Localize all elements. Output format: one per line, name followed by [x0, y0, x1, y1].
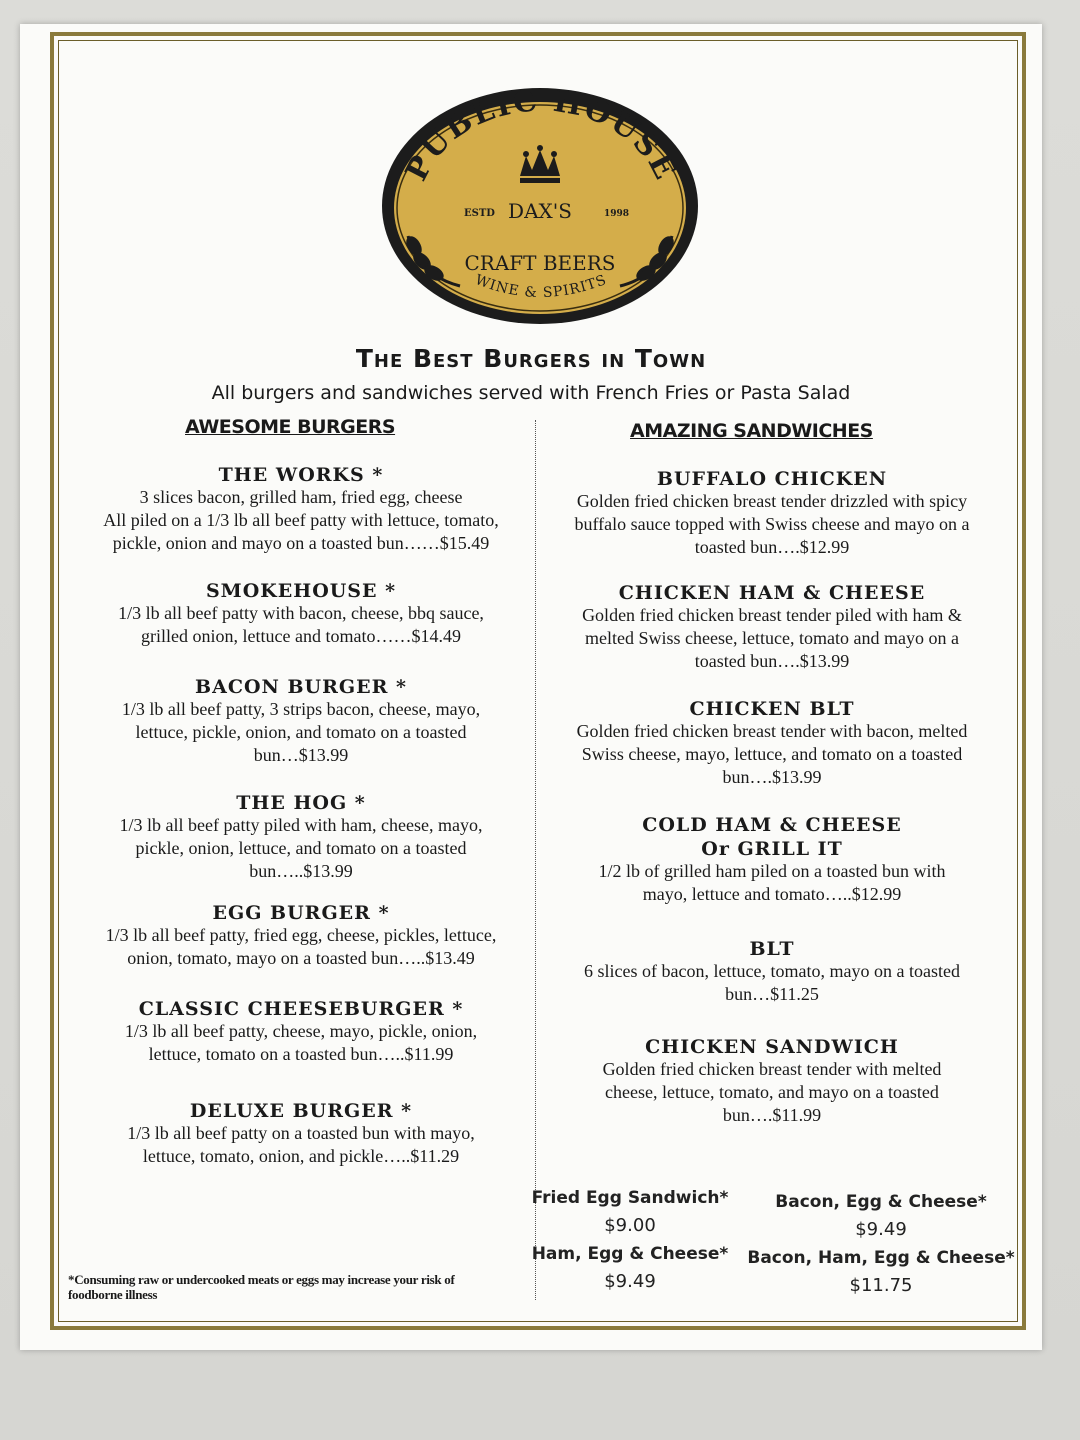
sandwich-name: CHICKEN BLT — [689, 698, 855, 720]
sandwich-desc-line: Golden fried chicken breast tender with melted — [602, 1059, 942, 1079]
logo-year: 1998 — [604, 209, 630, 219]
burger-item — [76, 902, 526, 970]
column-divider — [535, 420, 536, 1300]
sandwich-desc-line: Golden fried chicken breast tender drizzled with spicy — [576, 491, 968, 511]
sandwich-desc-line: Swiss cheese, mayo, lettuce, and tomato on a toasted — [581, 744, 963, 764]
burger-desc-line: All piled on a 1/3 lb all beef patty with lettuce, tomato, — [103, 510, 499, 530]
extra-item — [530, 1240, 730, 1296]
burger-item — [76, 676, 526, 767]
sandwich-desc-line: Golden fried chicken breast tender piled with ham & — [582, 605, 962, 625]
burger-desc-line: pickle, onion and mayo on a toasted bun……$15.49 — [112, 533, 490, 553]
sandwich-item — [548, 582, 996, 673]
burger-item — [76, 792, 526, 883]
burger-item — [76, 580, 526, 648]
sandwich-desc-line: bun….$13.99 — [722, 767, 822, 787]
sandwich-desc-line: cheese, lettuce, tomato, and mayo on a toasted — [605, 1082, 939, 1102]
extra-item — [756, 1188, 1006, 1244]
logo-line2: WINE & SPIRITS — [472, 271, 610, 302]
burger-name: SMOKEHOUSE * — [205, 580, 397, 602]
extra-item — [742, 1244, 1020, 1300]
burger-desc-line: 1/3 lb all beef patty with bacon, cheese, bbq sauce, — [118, 603, 484, 623]
sandwich-name: CHICKEN HAM & CHEESE — [618, 582, 926, 604]
burger-desc-line: onion, tomato, mayo on a toasted bun…..$13.49 — [127, 948, 475, 968]
burger-desc-line: 1/3 lb all beef patty, cheese, mayo, pickle, onion, — [124, 1021, 478, 1041]
sandwich-desc-line: Golden fried chicken breast tender with bacon, melted — [576, 721, 968, 741]
sandwich-desc-line: buffalo sauce topped with Swiss cheese and mayo on a — [574, 514, 970, 534]
burger-desc-line: 3 slices bacon, grilled ham, fried egg, cheese — [139, 487, 463, 507]
sandwich-name: CHICKEN SANDWICH — [645, 1036, 899, 1058]
burger-name: THE HOG * — [236, 792, 366, 814]
sandwich-desc-line: melted Swiss cheese, lettuce, tomato and mayo on a — [585, 628, 959, 648]
sandwich-name-alt: Or GRILL IT — [701, 838, 843, 860]
extra-item-price: $9.49 — [855, 1219, 907, 1240]
burger-desc-line: lettuce, pickle, onion, and tomato on a toasted — [135, 722, 467, 742]
note-line: *Consuming raw or undercooked meats or eggs may increase your risk of — [68, 1272, 455, 1287]
sandwich-item — [548, 468, 996, 559]
sandwich-name: COLD HAM & CHEESE — [642, 814, 902, 836]
extra-item — [530, 1184, 730, 1240]
menu-subline: All burgers and sandwiches served with French Fries or Pasta Salad — [211, 382, 851, 404]
burger-item — [76, 1100, 526, 1168]
burger-desc-line: 1/3 lb all beef patty piled with ham, cheese, mayo, — [119, 815, 483, 835]
burger-desc-line: pickle, onion, lettuce, and tomato on a toasted — [135, 838, 467, 858]
sandwiches-title: AMAZING SANDWICHES — [630, 420, 873, 442]
logo-line1: CRAFT BEERS — [464, 251, 616, 275]
sandwich-item — [548, 814, 996, 906]
sandwich-desc-line: bun….$11.99 — [722, 1105, 822, 1125]
burger-desc-line: lettuce, tomato, onion, and pickle…..$11.29 — [142, 1146, 460, 1166]
burger-name: BACON BURGER * — [195, 676, 407, 698]
burger-name: EGG BURGER * — [212, 902, 390, 924]
public-house-logo — [380, 86, 700, 326]
burger-desc-line: bun…..$13.99 — [249, 861, 353, 881]
sandwich-item — [548, 698, 996, 789]
burger-desc-line: 1/3 lb all beef patty, fried egg, cheese, pickles, lettuce, — [105, 925, 497, 945]
sandwich-desc-line: toasted bun….$13.99 — [694, 651, 850, 671]
logo-name: DAX'S — [508, 199, 572, 223]
burger-name: THE WORKS * — [218, 464, 384, 486]
sandwich-desc-line: bun…$11.25 — [725, 984, 819, 1004]
logo-top-text: PUBLIC HOUSE — [398, 86, 684, 187]
extra-item-name: Bacon, Egg & Cheese* — [775, 1192, 987, 1212]
menu-sheet — [20, 24, 1042, 1350]
extra-item-name: Fried Egg Sandwich* — [531, 1188, 729, 1208]
sandwich-item — [548, 938, 996, 1006]
note-line: foodborne illness — [68, 1287, 158, 1302]
food-safety-note — [68, 1272, 528, 1302]
burger-desc-line: 1/3 lb all beef patty on a toasted bun with mayo, — [127, 1123, 475, 1143]
burger-desc-line: grilled onion, lettuce and tomato……$14.49 — [141, 626, 461, 646]
burger-item — [76, 464, 526, 555]
burger-desc-line: 1/3 lb all beef patty, 3 strips bacon, cheese, mayo, — [121, 699, 481, 719]
extra-item-price: $9.49 — [604, 1271, 656, 1292]
burger-desc-line: bun…$13.99 — [253, 745, 349, 765]
extra-item-price: $11.75 — [849, 1275, 913, 1296]
burgers-title: AWESOME BURGERS — [185, 416, 396, 438]
burger-name: DELUXE BURGER * — [189, 1100, 413, 1122]
sandwich-name: BLT — [749, 938, 795, 960]
sandwich-name: BUFFALO CHICKEN — [656, 468, 888, 490]
extra-item-name: Bacon, Ham, Egg & Cheese* — [747, 1248, 1015, 1268]
sandwich-desc-line: 1/2 lb of grilled ham piled on a toasted bun with — [598, 861, 946, 881]
burger-desc-line: lettuce, tomato on a toasted bun…..$11.99 — [148, 1044, 454, 1064]
sandwich-desc-line: 6 slices of bacon, lettuce, tomato, mayo on a toasted — [584, 961, 960, 981]
extra-item-name: Ham, Egg & Cheese* — [531, 1244, 729, 1264]
extra-item-price: $9.00 — [604, 1215, 656, 1236]
menu-headline: The Best Burgers in Town — [355, 344, 707, 373]
sandwich-desc-line: mayo, lettuce and tomato…..$12.99 — [642, 884, 902, 904]
burger-item — [76, 998, 526, 1066]
logo-estd: ESTD — [464, 208, 495, 219]
sandwich-item — [548, 1036, 996, 1127]
burger-name: CLASSIC CHEESEBURGER * — [138, 998, 464, 1020]
sandwich-desc-line: toasted bun….$12.99 — [694, 537, 850, 557]
